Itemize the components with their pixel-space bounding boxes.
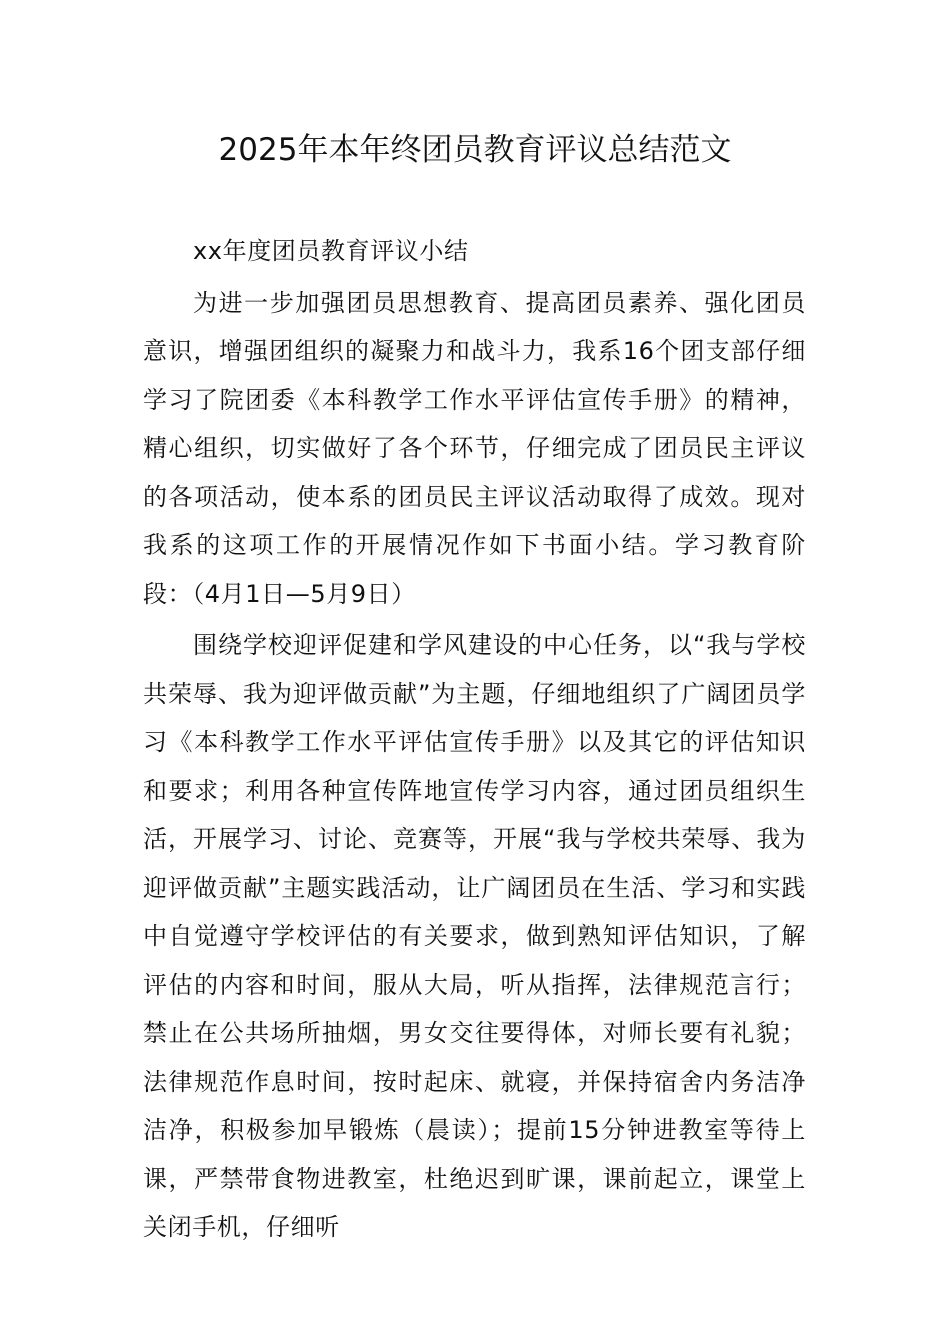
body-paragraph-1: 为进一步加强团员思想教育、提高团员素养、强化团员意识，增强团组织的凝聚力和战斗力，我系16个团支部仔细学习了院团委《本科教学工作水平评估宣传手册》的精神，精心组织，切实做好了各个环节，仔细完成了团员民主评议的各项活动，使本系的团员民主评议活动取得了成效。现对我系的这项工作的开展情况作如下书面小结。学习教育阶段：（4月1日—5月9日）	[143, 288, 806, 608]
document-title: 2025年本年终团员教育评议总结范文	[218, 132, 732, 168]
document-body	[143, 227, 806, 1252]
body-paragraph-2: 围绕学校迎评促建和学风建设的中心任务，以“我与学校共荣辱、我为迎评做贡献”为主题，仔细地组织了广阔团员学习《本科教学工作水平评估宣传手册》以及其它的评估知识和要求；利用各种宣传阵地宣传学习内容，通过团员组织生活，开展学习、讨论、竞赛等，开展“我与学校共荣辱、我为迎评做贡献”主题实践活动，让广阔团员在生活、学习和实践中自觉遵守学校评估的有关要求，做到熟知评估知识，了解评估的内容和时间，服从大局，听从指挥，法律规范言行；禁止在公共场所抽烟，男女交往要得体，对师长要有礼貌；法律规范作息时间，按时起床、就寝，并保持宿舍内务洁净洁净，积极参加早锻炼（晨读）；提前15分钟进教室等待上课，严禁带食物进教室，杜绝迟到旷课，课前起立，课堂上关闭手机，仔细听	[143, 631, 806, 1241]
document-subtitle: xx年度团员教育评议小结	[193, 237, 469, 265]
